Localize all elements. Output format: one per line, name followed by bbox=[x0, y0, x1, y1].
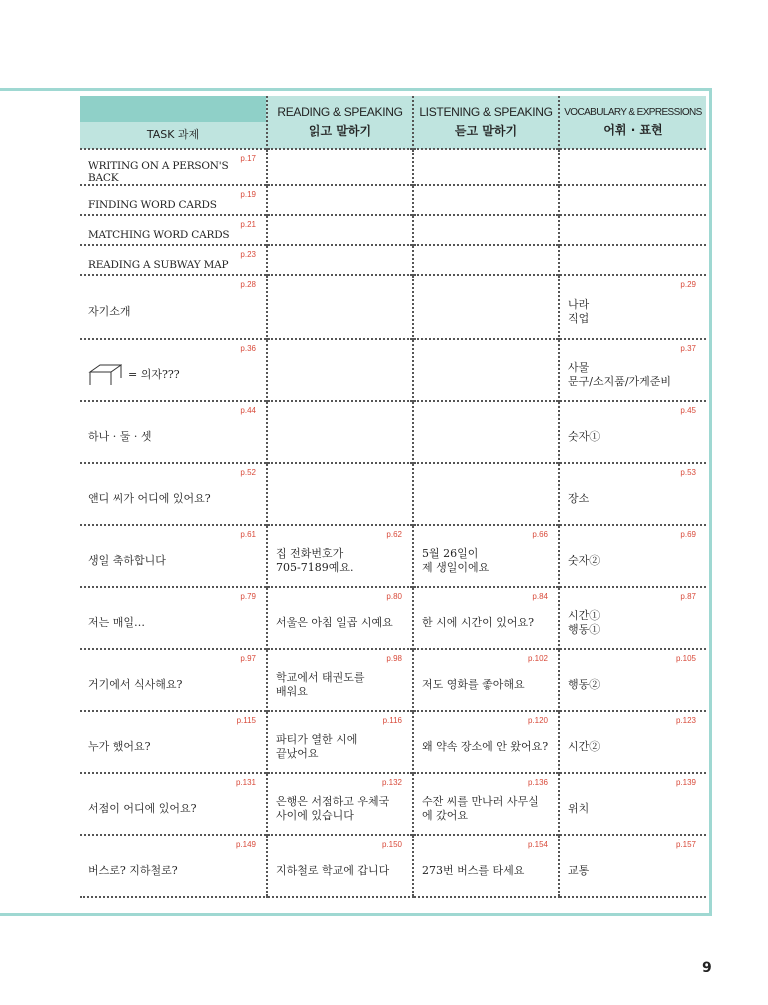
cell-task bbox=[80, 185, 267, 215]
vocab-page-ref: p.53 bbox=[680, 468, 696, 477]
task-text: = 의자??? bbox=[128, 368, 180, 381]
cell-vocab bbox=[559, 275, 706, 339]
task-text: 하나 · 둘 · 셋 bbox=[88, 430, 152, 443]
vocab-text bbox=[568, 162, 702, 172]
cell-task bbox=[80, 401, 267, 463]
cell-listening bbox=[413, 649, 559, 711]
task-page-ref: p.36 bbox=[240, 344, 256, 353]
header-task-label: TASK 과제 bbox=[146, 128, 200, 141]
cell-task bbox=[80, 649, 267, 711]
vocab-text: 시간① 행동① bbox=[568, 609, 601, 636]
cell-reading bbox=[267, 185, 413, 215]
vocab-page-ref: p.123 bbox=[675, 716, 696, 725]
cell-reading bbox=[267, 245, 413, 275]
reading-text: 서울은 아침 일곱 시예요 bbox=[276, 616, 393, 629]
listening-text: 저도 영화를 좋아해요 bbox=[422, 678, 525, 691]
task-text: MATCHING WORD CARDS bbox=[88, 229, 230, 241]
cell-reading bbox=[267, 149, 413, 185]
cell-task bbox=[80, 245, 267, 275]
cell-listening bbox=[413, 711, 559, 773]
header-reading-ko: 읽고 말하기 bbox=[308, 124, 372, 138]
task-page-ref: p.28 bbox=[240, 280, 256, 289]
reading-text bbox=[276, 195, 408, 205]
header-reading bbox=[267, 96, 413, 149]
cell-vocab bbox=[559, 339, 706, 401]
vocab-text bbox=[568, 255, 702, 265]
task-page-ref: p.44 bbox=[240, 406, 256, 415]
cell-reading bbox=[267, 587, 413, 649]
vocab-text: 교통 bbox=[568, 864, 590, 877]
cell-vocab bbox=[559, 649, 706, 711]
vocab-text bbox=[568, 195, 702, 205]
cell-listening bbox=[413, 215, 559, 245]
reading-text bbox=[276, 225, 408, 235]
vocab-text: 행동② bbox=[568, 678, 601, 691]
header-task bbox=[80, 96, 267, 149]
header-listening-en: LISTENING & SPEAKING bbox=[419, 105, 553, 119]
reading-page-ref: p.62 bbox=[386, 530, 402, 539]
task-text: 누가 했어요? bbox=[88, 740, 151, 753]
task-page-ref: p.52 bbox=[240, 468, 256, 477]
header-listening bbox=[413, 96, 559, 149]
vocab-page-ref: p.139 bbox=[675, 778, 696, 787]
header-row bbox=[80, 96, 706, 149]
task-page-ref: p.23 bbox=[240, 250, 256, 259]
cell-vocab bbox=[559, 185, 706, 215]
vocab-page-ref: p.45 bbox=[680, 406, 696, 415]
listening-text bbox=[422, 195, 554, 205]
task-text: WRITING ON A PERSON'S BACK bbox=[88, 160, 229, 184]
reading-text bbox=[276, 365, 408, 375]
reading-text bbox=[276, 255, 408, 265]
listening-text: 273번 버스를 타세요 bbox=[422, 864, 525, 877]
task-text: 앤디 씨가 어디에 있어요? bbox=[88, 492, 211, 505]
reading-text: 학교에서 태권도를 배워요 bbox=[276, 671, 365, 698]
cell-listening bbox=[413, 401, 559, 463]
cell-vocab bbox=[559, 835, 706, 897]
cell-reading bbox=[267, 525, 413, 587]
table-row bbox=[80, 773, 706, 835]
listening-page-ref: p.136 bbox=[527, 778, 548, 787]
cell-task bbox=[80, 215, 267, 245]
task-chair-wrap bbox=[88, 354, 262, 386]
cell-reading bbox=[267, 835, 413, 897]
cell-reading bbox=[267, 215, 413, 245]
table-row bbox=[80, 275, 706, 339]
vocab-page-ref: p.105 bbox=[675, 654, 696, 663]
table-row bbox=[80, 711, 706, 773]
reading-page-ref: p.98 bbox=[386, 654, 402, 663]
task-page-ref: p.19 bbox=[240, 190, 256, 199]
task-page-ref: p.131 bbox=[235, 778, 256, 787]
table-row bbox=[80, 587, 706, 649]
cell-vocab bbox=[559, 245, 706, 275]
cell-task bbox=[80, 275, 267, 339]
page-number: 9 bbox=[702, 960, 712, 976]
cell-vocab bbox=[559, 711, 706, 773]
header-vocab-en: VOCABULARY & EXPRESSIONS bbox=[564, 106, 702, 118]
task-text: 서점이 어디에 있어요? bbox=[88, 802, 197, 815]
cell-vocab bbox=[559, 401, 706, 463]
listening-page-ref: p.154 bbox=[527, 840, 548, 849]
cell-listening bbox=[413, 463, 559, 525]
cell-reading bbox=[267, 401, 413, 463]
listening-text bbox=[422, 365, 554, 375]
listening-text: 왜 약속 장소에 안 왔어요? bbox=[422, 740, 549, 753]
cell-task bbox=[80, 149, 267, 185]
task-page-ref: p.79 bbox=[240, 592, 256, 601]
reading-text bbox=[276, 162, 408, 172]
cell-listening bbox=[413, 587, 559, 649]
listening-text bbox=[422, 427, 554, 437]
listening-page-ref: p.102 bbox=[527, 654, 548, 663]
cell-listening bbox=[413, 339, 559, 401]
listening-text: 수잔 씨를 만나러 사무실 에 갔어요 bbox=[422, 795, 539, 822]
vocab-page-ref: p.37 bbox=[680, 344, 696, 353]
cell-task bbox=[80, 463, 267, 525]
reading-text: 파티가 열한 시에 끝났어요 bbox=[276, 733, 358, 760]
reading-page-ref: p.132 bbox=[381, 778, 402, 787]
table-row bbox=[80, 835, 706, 897]
listening-page-ref: p.66 bbox=[532, 530, 548, 539]
vocab-page-ref: p.87 bbox=[680, 592, 696, 601]
listening-page-ref: p.120 bbox=[527, 716, 548, 725]
task-text: 자기소개 bbox=[88, 305, 131, 318]
reading-text: 지하철로 학교에 갑니다 bbox=[276, 864, 390, 877]
task-page-ref: p.115 bbox=[236, 716, 256, 725]
reading-page-ref: p.80 bbox=[386, 592, 402, 601]
cell-reading bbox=[267, 339, 413, 401]
listening-text: 한 시에 시간이 있어요? bbox=[422, 616, 535, 629]
desk-icon bbox=[88, 364, 122, 386]
table-row bbox=[80, 401, 706, 463]
cell-reading bbox=[267, 275, 413, 339]
task-text: 버스로? 지하철로? bbox=[88, 864, 178, 877]
cell-listening bbox=[413, 149, 559, 185]
task-text: 생일 축하합니다 bbox=[88, 554, 166, 567]
cell-vocab bbox=[559, 149, 706, 185]
vocab-text: 시간② bbox=[568, 740, 601, 753]
listening-text bbox=[422, 162, 554, 172]
cell-task bbox=[80, 711, 267, 773]
header-reading-en: READING & SPEAKING bbox=[277, 105, 403, 119]
table-row bbox=[80, 525, 706, 587]
vocab-page-ref: p.29 bbox=[680, 280, 696, 289]
cell-listening bbox=[413, 525, 559, 587]
task-page-ref: p.149 bbox=[235, 840, 256, 849]
table-row bbox=[80, 463, 706, 525]
task-text: 거기에서 식사해요? bbox=[88, 678, 183, 691]
cell-reading bbox=[267, 649, 413, 711]
task-text: 저는 매일… bbox=[88, 616, 146, 629]
header-listening-ko: 듣고 말하기 bbox=[454, 124, 518, 138]
reading-text bbox=[276, 302, 408, 312]
vocab-text: 나라 직업 bbox=[568, 298, 590, 325]
cell-reading bbox=[267, 711, 413, 773]
cell-listening bbox=[413, 275, 559, 339]
listening-text bbox=[422, 302, 554, 312]
cell-vocab bbox=[559, 463, 706, 525]
task-page-ref: p.61 bbox=[240, 530, 256, 539]
table-row bbox=[80, 149, 706, 185]
reading-text bbox=[276, 489, 408, 499]
cell-vocab bbox=[559, 215, 706, 245]
task-text: FINDING WORD CARDS bbox=[88, 199, 217, 211]
cell-listening bbox=[413, 185, 559, 215]
cell-vocab bbox=[559, 525, 706, 587]
vocab-text: 숫자② bbox=[568, 554, 601, 567]
reading-page-ref: p.150 bbox=[381, 840, 402, 849]
reading-page-ref: p.116 bbox=[382, 716, 402, 725]
cell-reading bbox=[267, 773, 413, 835]
listening-text bbox=[422, 489, 554, 499]
cell-vocab bbox=[559, 587, 706, 649]
cell-listening bbox=[413, 773, 559, 835]
reading-text bbox=[276, 427, 408, 437]
table-row bbox=[80, 649, 706, 711]
task-text: READING A SUBWAY MAP bbox=[88, 259, 229, 271]
reading-text: 은행은 서점하고 우체국 사이에 있습니다 bbox=[276, 795, 390, 822]
cell-task bbox=[80, 835, 267, 897]
header-vocab bbox=[559, 96, 706, 149]
cell-vocab bbox=[559, 773, 706, 835]
task-page-ref: p.17 bbox=[240, 154, 256, 163]
listening-text bbox=[422, 225, 554, 235]
listening-text bbox=[422, 255, 554, 265]
vocab-text: 사물 문구/소지품/가게준비 bbox=[568, 361, 672, 388]
task-page-ref: p.97 bbox=[240, 654, 256, 663]
cell-reading bbox=[267, 463, 413, 525]
cell-task bbox=[80, 525, 267, 587]
cell-listening bbox=[413, 245, 559, 275]
cell-listening bbox=[413, 835, 559, 897]
listening-text: 5월 26일이 제 생일이에요 bbox=[422, 547, 490, 574]
vocab-text bbox=[568, 225, 702, 235]
table-row bbox=[80, 245, 706, 275]
table-row bbox=[80, 185, 706, 215]
vocab-page-ref: p.157 bbox=[675, 840, 696, 849]
vocab-text: 장소 bbox=[568, 492, 590, 505]
vocab-text: 위치 bbox=[568, 802, 590, 815]
header-vocab-ko: 어휘 · 표현 bbox=[603, 122, 663, 137]
table-row bbox=[80, 339, 706, 401]
task-page-ref: p.21 bbox=[240, 220, 256, 229]
cell-task bbox=[80, 587, 267, 649]
vocab-page-ref: p.69 bbox=[680, 530, 696, 539]
cell-task bbox=[80, 773, 267, 835]
vocab-text: 숫자① bbox=[568, 430, 601, 443]
table-of-contents bbox=[80, 96, 706, 898]
cell-task bbox=[80, 339, 267, 401]
reading-text: 집 전화번호가 705-7189예요. bbox=[276, 547, 354, 574]
listening-page-ref: p.84 bbox=[532, 592, 548, 601]
table-row bbox=[80, 215, 706, 245]
